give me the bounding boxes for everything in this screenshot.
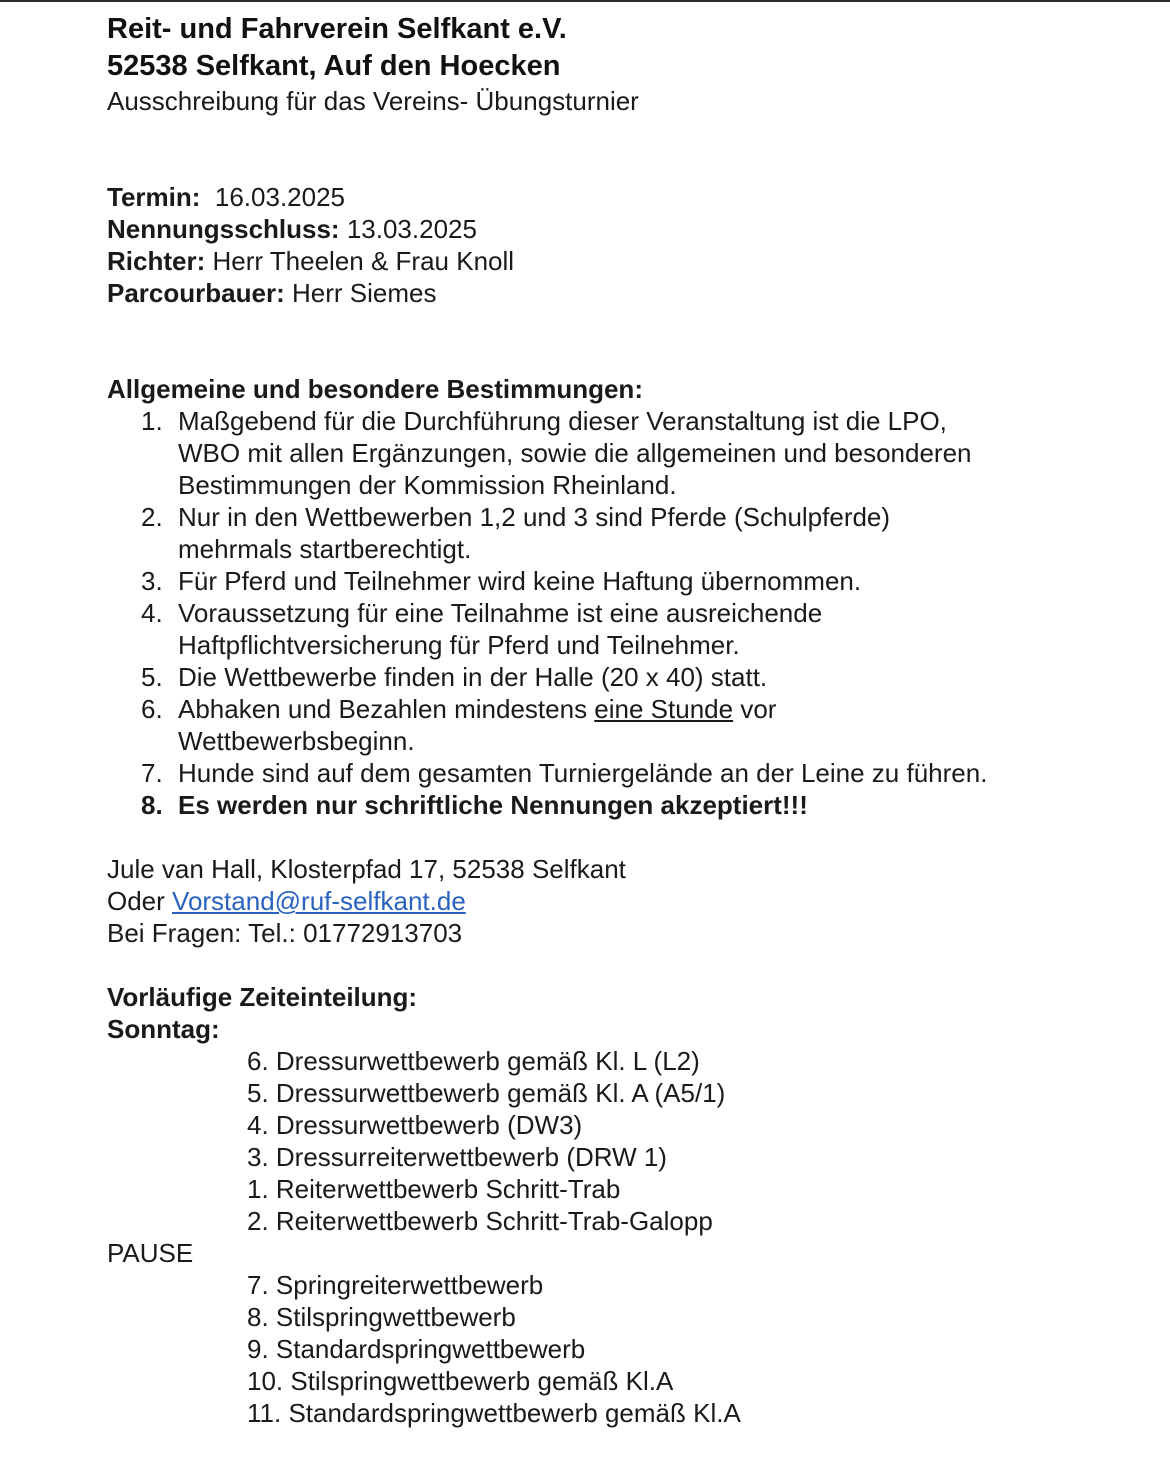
rule-number: 2. xyxy=(141,502,163,532)
rule-line: mehrmals startberechtigt. xyxy=(178,534,472,564)
rule-line: WBO mit allen Ergänzungen, sowie die allgemeinen und besonderen xyxy=(178,438,972,468)
rule-line: Maßgebend für die Durchführung dieser Veranstaltung ist die LPO, xyxy=(178,406,947,436)
parcourbauer-label: Parcourbauer: xyxy=(107,278,285,308)
richter-row xyxy=(107,245,1147,277)
richter-value: Herr Theelen & Frau Knoll xyxy=(212,246,515,276)
schedule-item: 8. Stilspringwettbewerb xyxy=(247,1302,516,1332)
contact-email-row xyxy=(107,885,1147,917)
schedule-item: 5. Dressurwettbewerb gemäß Kl. A (A5/1) xyxy=(247,1078,726,1108)
rule-line: Hunde sind auf dem gesamten Turniergelände an der Leine zu führen. xyxy=(178,758,988,788)
schedule-item: 11. Standardspringwettbewerb gemäß Kl.A xyxy=(247,1398,741,1428)
schedule-item: 1. Reiterwettbewerb Schritt-Trab xyxy=(247,1174,621,1204)
rule-line: Die Wettbewerbe finden in der Halle (20 x 40) statt. xyxy=(178,662,768,692)
rule-number: 6. xyxy=(141,694,163,724)
rule-item-emphasis xyxy=(107,789,1147,821)
contact-address: Jule van Hall, Klosterpfad 17, 52538 Selfkant xyxy=(107,854,626,884)
schedule-day: Sonntag: xyxy=(107,1014,220,1044)
schedule-title: Vorläufige Zeiteinteilung: xyxy=(107,982,418,1012)
rule-line: Für Pferd und Teilnehmer wird keine Haftung übernommen. xyxy=(178,566,862,596)
rule-line: Nur in den Wettbewerben 1,2 und 3 sind Pferde (Schulpferde) xyxy=(178,502,891,532)
nennungsschluss-label: Nennungsschluss: xyxy=(107,214,340,244)
schedule-item: 9. Standardspringwettbewerb xyxy=(247,1334,586,1364)
club-address: 52538 Selfkant, Auf den Hoecken xyxy=(107,50,561,82)
nennungsschluss-value: 13.03.2025 xyxy=(346,214,477,244)
schedule-item: 7. Springreiterwettbewerb xyxy=(247,1270,544,1300)
rule-item xyxy=(107,693,1147,757)
rule-number: 8. xyxy=(141,790,163,820)
parcourbauer-value: Herr Siemes xyxy=(291,278,437,308)
rule-line xyxy=(178,693,1147,725)
rule-item xyxy=(107,757,1147,789)
schedule-item: 2. Reiterwettbewerb Schritt-Trab-Galopp xyxy=(247,1206,713,1236)
rule-item xyxy=(107,661,1147,693)
rule-number: 4. xyxy=(141,598,163,628)
rule-number: 5. xyxy=(141,662,163,692)
termin-value: 16.03.2025 xyxy=(214,182,346,212)
document-subtitle: Ausschreibung für das Vereins- Übungsturnier xyxy=(107,86,639,116)
rule-item xyxy=(107,405,1147,501)
schedule-item: 10. Stilspringwettbewerb gemäß Kl.A xyxy=(247,1366,674,1396)
rules-title: Allgemeine und besondere Bestimmungen: xyxy=(107,374,643,404)
rule-line: Wettbewerbsbeginn. xyxy=(178,726,415,756)
rule-line: Voraussetzung für eine Teilnahme ist eine ausreichende xyxy=(178,598,823,628)
rule-number: 1. xyxy=(141,406,163,436)
rule-item xyxy=(107,597,1147,661)
rules-list xyxy=(107,405,1147,821)
rule-text: vor xyxy=(733,694,777,724)
richter-label: Richter: xyxy=(107,246,206,276)
termin-row xyxy=(107,181,1147,213)
email-link[interactable]: Vorstand@ruf-selfkant.de xyxy=(172,886,466,916)
rule-number: 7. xyxy=(141,758,163,788)
termin-label: Termin: xyxy=(107,182,201,212)
club-name: Reit- und Fahrverein Selfkant e.V. xyxy=(107,13,567,45)
rule-item xyxy=(107,501,1147,565)
rule-underlined-text: eine Stunde xyxy=(594,694,734,724)
document-page xyxy=(107,11,1147,1429)
schedule-item: 6. Dressurwettbewerb gemäß Kl. L (L2) xyxy=(247,1046,700,1076)
nennungsschluss-row xyxy=(107,213,1147,245)
top-border-line xyxy=(0,0,1170,2)
rule-item xyxy=(107,565,1147,597)
schedule-item: 4. Dressurwettbewerb (DW3) xyxy=(247,1110,583,1140)
rule-line: Es werden nur schriftliche Nennungen akzeptiert!!! xyxy=(178,790,808,820)
pause-label: PAUSE xyxy=(107,1238,194,1268)
schedule-item: 3. Dressurreiterwettbewerb (DRW 1) xyxy=(247,1142,667,1172)
parcourbauer-row xyxy=(107,277,1147,309)
rule-line: Haftpflichtversicherung für Pferd und Teilnehmer. xyxy=(178,630,740,660)
oder-label: Oder xyxy=(107,886,173,916)
rule-number: 3. xyxy=(141,566,163,596)
rule-text: Abhaken und Bezahlen mindestens xyxy=(178,694,595,724)
rule-line: Bestimmungen der Kommission Rheinland. xyxy=(178,470,677,500)
contact-phone: Bei Fragen: Tel.: 01772913703 xyxy=(107,918,463,948)
